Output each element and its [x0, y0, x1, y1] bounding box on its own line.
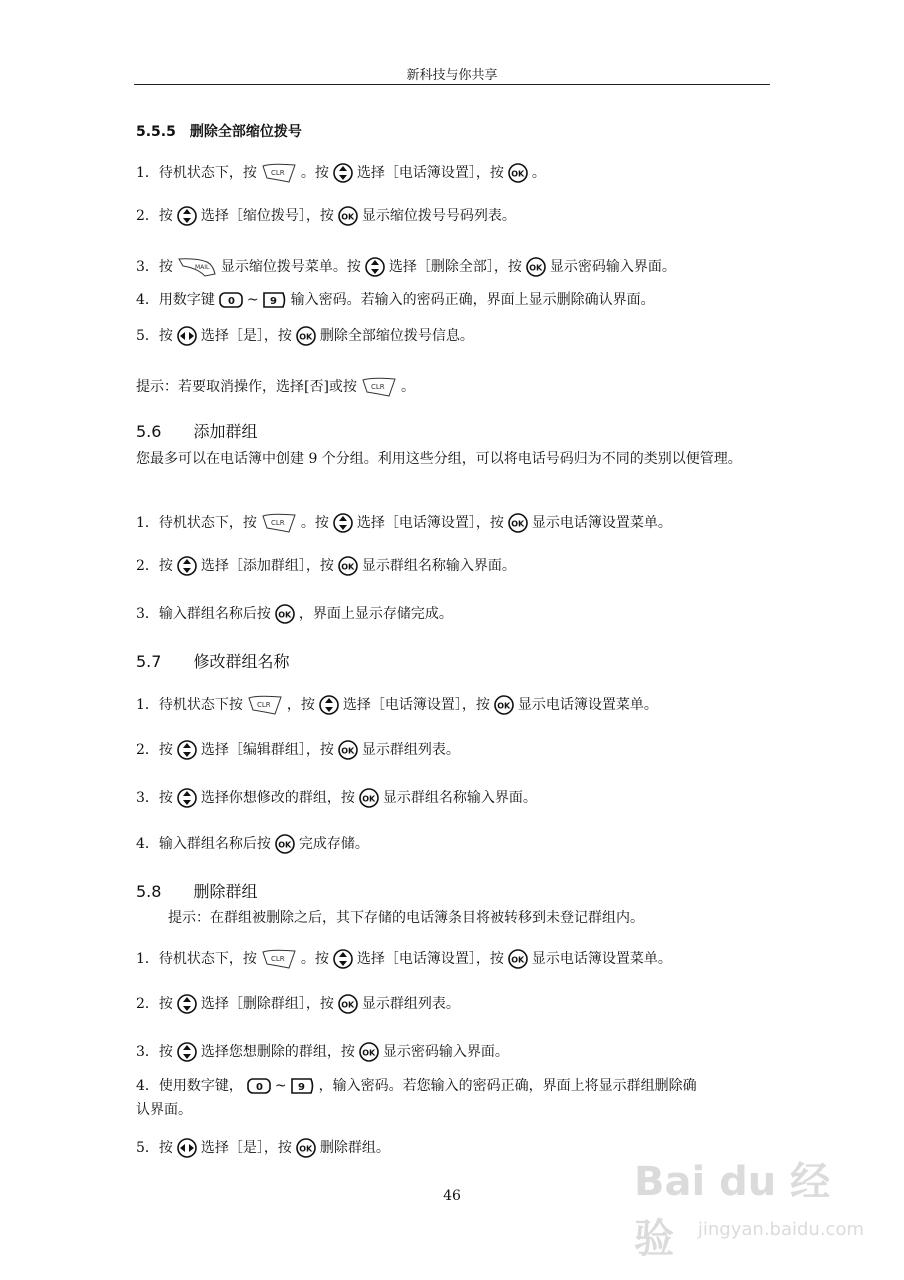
s58-step-1: 1．待机状态下，按 。按 选择［电话簿设置］，按 显示电话簿设置菜单。 [136, 948, 672, 970]
s58-step-5: 5．按 选择［是］，按 删除群组。 [136, 1140, 390, 1156]
nav-updown-icon [177, 556, 197, 576]
mail-key-icon [177, 256, 217, 278]
ok-key-icon [275, 834, 295, 854]
clr-key-icon [261, 512, 297, 534]
nav-updown-icon [177, 206, 197, 226]
ok-key-icon [296, 326, 316, 346]
section-title-5-8: 5.8 删除群组 [136, 882, 258, 901]
s58-step-4-cont: 认界面。 [136, 1102, 192, 1118]
page-number: 46 [443, 1188, 461, 1204]
s555-step-3: 3．按 显示缩位拨号菜单。按 选择［删除全部］，按 显示密码输入界面。 [136, 256, 676, 278]
clr-key-icon [361, 376, 397, 398]
ok-key-icon [296, 1138, 316, 1158]
nav-updown-icon [177, 788, 197, 808]
s555-step-4: 4．用数字键 ~ 输入密码。若输入的密码正确，界面上显示删除确认界面。 [136, 292, 655, 308]
ok-key-icon [508, 513, 528, 533]
s57-step-2: 2．按 选择［编辑群组］，按 显示群组列表。 [136, 742, 460, 758]
ok-key-icon [338, 994, 358, 1014]
clr-key-icon [261, 948, 297, 970]
nav-leftright-icon [177, 1138, 197, 1158]
clr-key-icon [261, 162, 297, 184]
nav-updown-icon [333, 163, 353, 183]
section-title-5-7: 5.7 修改群组名称 [136, 652, 290, 671]
s555-step-1: 1．待机状态下，按 。按 选择［电话簿设置］，按 。 [136, 162, 546, 184]
section-title-5-6: 5.6 添加群组 [136, 422, 258, 441]
num-9-key-icon [263, 292, 287, 308]
nav-updown-icon [319, 695, 339, 715]
ok-key-icon [338, 206, 358, 226]
s555-step-2: 2．按 选择［缩位拨号］，按 显示缩位拨号号码列表。 [136, 208, 516, 224]
s56-step-2: 2．按 选择［添加群组］，按 显示群组名称输入界面。 [136, 558, 516, 574]
s555-tip: 提示：若要取消操作，选择[否]或按 。 [136, 376, 415, 398]
clr-key-icon [247, 694, 283, 716]
ok-key-icon [508, 949, 528, 969]
ok-key-icon [494, 695, 514, 715]
ok-key-icon [359, 788, 379, 808]
running-header: 新科技与你共享 [406, 68, 498, 83]
num-0-key-icon [219, 292, 243, 308]
section-title-5-5-5: 5.5.5 删除全部缩位拨号 [136, 124, 302, 140]
ok-key-icon [526, 257, 546, 277]
s58-step-2: 2．按 选择［删除群组］，按 显示群组列表。 [136, 996, 460, 1012]
num-0-key-icon [247, 1078, 271, 1094]
header-rule [134, 84, 770, 85]
nav-leftright-icon [177, 326, 197, 346]
s58-tip: 提示：在群组被删除之后，其下存储的电话簿条目将被转移到未登记群组内。 [168, 910, 644, 926]
nav-updown-icon [365, 257, 385, 277]
s57-step-1: 1．待机状态下按 ，按 选择［电话簿设置］，按 显示电话簿设置菜单。 [136, 694, 658, 716]
watermark-brand: Bai du 经验 [634, 1159, 831, 1262]
s57-step-3: 3．按 选择你想修改的群组，按 显示群组名称输入界面。 [136, 790, 537, 806]
nav-updown-icon [333, 949, 353, 969]
ok-key-icon [338, 556, 358, 576]
watermark [634, 1120, 864, 1262]
ok-key-icon [275, 604, 295, 624]
nav-updown-icon [177, 1042, 197, 1062]
watermark-url: jingyan.baidu.com [697, 1219, 864, 1240]
nav-updown-icon [177, 994, 197, 1014]
s56-intro: 您最多可以在电话簿中创建 9 个分组。利用这些分组，可以将电话号码归为不同的类别以便管理。 [136, 451, 742, 467]
ok-key-icon [338, 740, 358, 760]
nav-updown-icon [177, 740, 197, 760]
s57-step-4: 4．输入群组名称后按 完成存储。 [136, 836, 369, 852]
num-9-key-icon [291, 1078, 315, 1094]
ok-key-icon [508, 163, 528, 183]
ok-key-icon [359, 1042, 379, 1062]
s58-step-4: 4．使用数字键， ~ ，输入密码。若您输入的密码正确，界面上将显示群组删除确 [136, 1078, 697, 1094]
s56-step-3: 3．输入群组名称后按 ，界面上显示存储完成。 [136, 606, 453, 622]
nav-updown-icon [333, 513, 353, 533]
s56-step-1: 1．待机状态下，按 。按 选择［电话簿设置］，按 显示电话簿设置菜单。 [136, 512, 672, 534]
s58-step-3: 3．按 选择您想删除的群组，按 显示密码输入界面。 [136, 1044, 509, 1060]
s555-step-5: 5．按 选择［是］，按 删除全部缩位拨号信息。 [136, 328, 474, 344]
